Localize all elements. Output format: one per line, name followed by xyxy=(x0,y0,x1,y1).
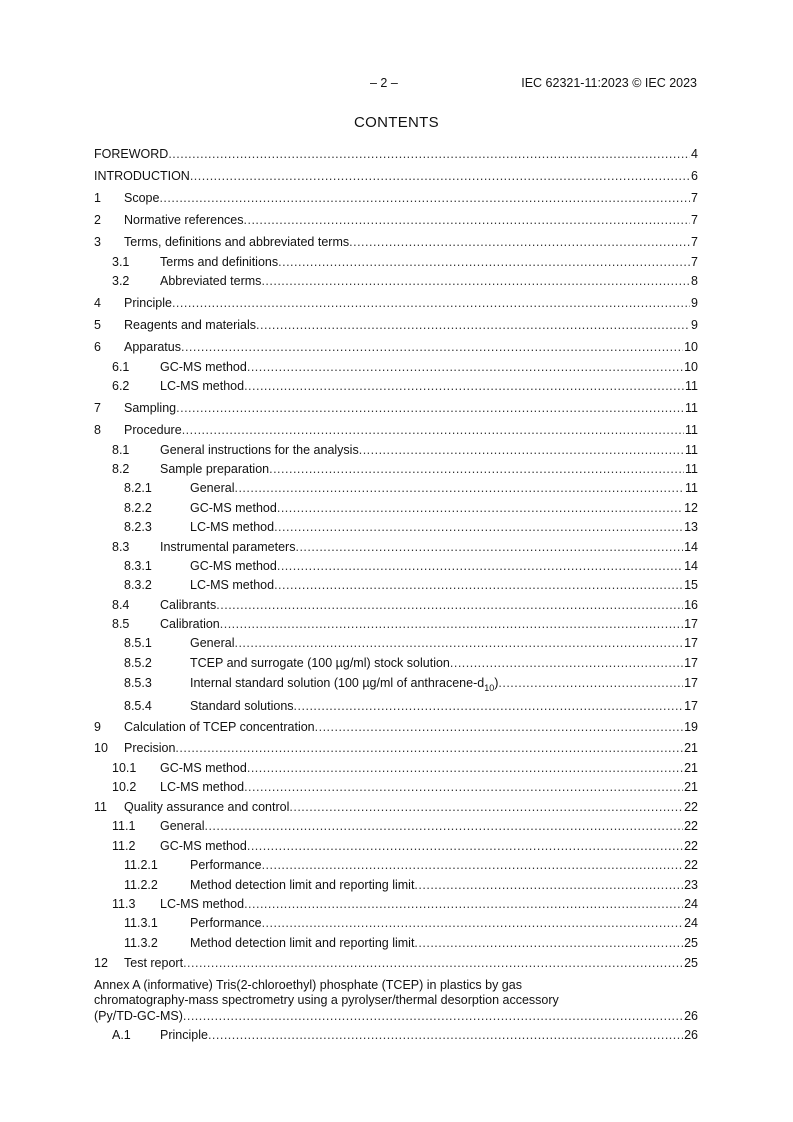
toc-entry-number: 6 xyxy=(94,339,101,354)
leader-dots xyxy=(172,292,690,314)
toc-entry-number: 8.2.1 xyxy=(124,481,152,496)
leader-dots xyxy=(234,634,683,653)
toc-entry-tcep-stock-solution[interactable] xyxy=(94,654,698,673)
toc-entry-number: 11.2.1 xyxy=(124,858,158,873)
toc-entry-page: 19 xyxy=(684,719,698,734)
toc-entry-page: 17 xyxy=(684,676,698,691)
toc-entry-title: Calibration xyxy=(160,617,220,632)
leader-dots xyxy=(168,143,690,165)
toc-entry-qa-general[interactable] xyxy=(94,817,698,836)
toc-entry-number: 6.2 xyxy=(112,379,130,394)
toc-entry-number: 8.5 xyxy=(112,617,130,632)
toc-entry-title: Calibrants xyxy=(160,597,217,612)
toc-entry-sample-prep-lc-ms[interactable] xyxy=(94,518,698,537)
toc-entry-precision[interactable] xyxy=(94,737,698,759)
toc-entry-qa-lc-ms-detection-limit[interactable] xyxy=(94,934,698,953)
toc-entry-general-instructions[interactable] xyxy=(94,441,698,460)
toc-entry-title: Procedure xyxy=(124,422,182,437)
toc-entry-page: 17 xyxy=(684,655,698,670)
toc-entry-number: 1 xyxy=(94,191,101,205)
leader-dots xyxy=(176,397,684,419)
toc-entry-page: 7 xyxy=(691,255,698,269)
leader-dots xyxy=(274,518,683,537)
toc-entry-number: 8.4 xyxy=(112,597,130,612)
leader-dots xyxy=(359,441,684,460)
leader-dots xyxy=(261,272,690,291)
toc-entry-number: 8.3.2 xyxy=(124,578,152,593)
toc-entry-quality-assurance[interactable] xyxy=(94,797,698,817)
toc-entry-title: GC-MS method xyxy=(190,500,277,515)
toc-entry-qa-lc-ms-performance[interactable] xyxy=(94,914,698,933)
page-number: – 2 – xyxy=(370,76,398,90)
toc-entry-number: 10.1 xyxy=(112,760,137,775)
leader-dots xyxy=(315,717,683,737)
toc-entry-number: 8.2.2 xyxy=(124,500,152,515)
leader-dots xyxy=(244,377,684,396)
toc-entry-procedure[interactable] xyxy=(94,419,698,441)
leader-dots xyxy=(181,336,683,358)
toc-entry-page: 7 xyxy=(691,235,698,249)
toc-entry-number: 8.5.4 xyxy=(124,699,152,714)
toc-entry-page: 22 xyxy=(684,819,698,834)
leader-dots xyxy=(277,499,683,518)
toc-entry-title: General xyxy=(190,636,235,651)
toc-entry-reagents[interactable] xyxy=(94,314,698,336)
toc-entry-title: Quality assurance and control xyxy=(124,800,290,815)
standard-identifier: IEC 62321-11:2023 © IEC 2023 xyxy=(521,76,697,90)
toc-entry-number: 4 xyxy=(94,295,101,310)
toc-entry-title: TCEP and surrogate (100 µg/ml) stock solution xyxy=(190,655,450,670)
toc-entry-title: Calculation of TCEP concentration xyxy=(124,719,315,734)
toc-entry-introduction[interactable] xyxy=(94,165,698,187)
annex-title-last-line xyxy=(94,1008,698,1024)
toc-entry-page: 6 xyxy=(691,169,698,183)
toc-entry-page: 24 xyxy=(684,896,698,911)
toc-entry-title: Abbreviated terms xyxy=(160,274,262,289)
toc-entry-page: 25 xyxy=(684,935,698,950)
toc-entry-page: 22 xyxy=(684,858,698,873)
leader-dots xyxy=(289,797,683,817)
toc-entry-page: 17 xyxy=(684,636,698,651)
annex-title-line-2: chromatography-mass spectrometry using a pyrolyser/thermal desorption accessory xyxy=(94,993,559,1008)
toc-entry-sample-preparation[interactable] xyxy=(94,460,698,479)
leader-dots xyxy=(159,187,690,209)
toc-entry-sample-prep-general[interactable] xyxy=(94,479,698,498)
leader-dots xyxy=(256,314,690,336)
toc-entry-number: 7 xyxy=(94,400,101,415)
leader-dots xyxy=(247,837,683,856)
toc-entry-title: General instructions for the analysis xyxy=(160,442,359,457)
leader-dots xyxy=(277,557,683,576)
toc-entry-title: LC-MS method xyxy=(160,780,245,795)
toc-entry-page: 7 xyxy=(691,213,698,227)
leader-dots xyxy=(244,209,691,231)
toc-entry-qa-gc-ms-performance[interactable] xyxy=(94,856,698,875)
toc-entry-title: FOREWORD xyxy=(94,147,169,161)
leader-dots xyxy=(183,1008,683,1024)
toc-entry-foreword[interactable] xyxy=(94,143,698,165)
toc-entry-title: Sample preparation xyxy=(160,461,270,476)
toc-entry-page: 11 xyxy=(685,379,698,394)
toc-entry-number: 8.5.2 xyxy=(124,655,152,670)
toc-entry-sample-prep-gc-ms[interactable] xyxy=(94,499,698,518)
toc-entry-instrumental-parameters[interactable] xyxy=(94,538,698,557)
toc-entry-page: 14 xyxy=(684,558,698,573)
toc-entry-number: 11 xyxy=(94,800,107,815)
toc-entry-page: 26 xyxy=(684,1028,698,1043)
subscript: 10 xyxy=(484,683,495,694)
toc-entry-instrumental-gc-ms[interactable] xyxy=(94,557,698,576)
toc-entry-precision-gc-ms[interactable] xyxy=(94,759,698,778)
toc-entry-number: 11.2.2 xyxy=(124,877,158,892)
table-of-contents xyxy=(94,143,698,1046)
toc-entry-number: 11.3.2 xyxy=(124,935,158,950)
leader-dots xyxy=(278,253,690,272)
toc-entry-page: 25 xyxy=(684,956,698,971)
toc-entry-title: LC-MS method xyxy=(190,578,275,593)
toc-entry-number: 12 xyxy=(94,956,108,971)
toc-entry-page: 4 xyxy=(691,147,698,161)
annex-title-line-1: Annex A (informative) Tris(2-chloroethyl) phosphate (TCEP) in plastics by gas xyxy=(94,978,522,993)
toc-entry-title: General xyxy=(160,819,205,834)
toc-entry-page: 7 xyxy=(691,191,698,205)
toc-entry-page: 26 xyxy=(684,1009,698,1024)
toc-entry-number: 10 xyxy=(94,740,108,755)
toc-entry-calculation[interactable] xyxy=(94,717,698,737)
leader-dots xyxy=(208,1024,683,1046)
toc-entry-qa-gc-ms-detection-limit[interactable] xyxy=(94,876,698,895)
toc-entry-qa-gc-ms[interactable] xyxy=(94,837,698,856)
toc-entry-page: 11 xyxy=(685,461,698,476)
toc-entry-number: 8.3.1 xyxy=(124,558,152,573)
toc-entry-title: Principle xyxy=(160,1028,208,1043)
toc-entry-title: Method detection limit and reporting limit xyxy=(190,877,415,892)
toc-entry-apparatus[interactable] xyxy=(94,336,698,358)
toc-entry-instrumental-lc-ms[interactable] xyxy=(94,576,698,595)
toc-entry-page: 9 xyxy=(691,295,698,310)
leader-dots xyxy=(498,673,683,693)
toc-entry-title: Apparatus xyxy=(124,339,181,354)
toc-entry-page: 14 xyxy=(684,539,698,554)
toc-entry-title: Method detection limit and reporting limit xyxy=(190,935,415,950)
leader-dots xyxy=(244,778,683,797)
toc-entry-page: 24 xyxy=(684,916,698,931)
toc-entry-calibration[interactable] xyxy=(94,615,698,634)
toc-entry-page: 13 xyxy=(684,520,698,535)
toc-entry-page: 15 xyxy=(684,578,698,593)
toc-entry-page: 11 xyxy=(685,481,698,496)
toc-entry-abbreviated-terms[interactable] xyxy=(94,272,698,291)
leader-dots xyxy=(190,165,690,187)
toc-entry-number: 8.3 xyxy=(112,539,130,554)
leader-dots xyxy=(262,856,684,875)
leader-dots xyxy=(183,953,683,973)
toc-entry-test-report[interactable] xyxy=(94,953,698,973)
toc-entry-title: Instrumental parameters xyxy=(160,539,296,554)
toc-entry-title: Performance xyxy=(190,916,262,931)
toc-entry-calibration-general[interactable] xyxy=(94,634,698,653)
leader-dots xyxy=(204,817,683,836)
leader-dots xyxy=(414,876,683,895)
leader-dots xyxy=(247,759,683,778)
toc-entry-page: 8 xyxy=(691,274,698,289)
toc-entry-apparatus-lc-ms[interactable] xyxy=(94,377,698,396)
leader-dots xyxy=(294,697,684,716)
toc-entry-title: GC-MS method xyxy=(190,558,277,573)
toc-entry-number: 3 xyxy=(94,235,101,249)
toc-entry-sampling[interactable] xyxy=(94,397,698,419)
toc-entry-number: 10.2 xyxy=(112,780,137,795)
toc-entry-number: 8 xyxy=(94,422,101,437)
toc-entry-title: Principle xyxy=(124,295,172,310)
toc-entry-number: 8.2 xyxy=(112,461,130,476)
toc-entry-number: 9 xyxy=(94,719,101,734)
toc-entry-number: 3.1 xyxy=(112,255,130,269)
toc-entry-number: 8.5.3 xyxy=(124,676,152,691)
toc-entry-page: 17 xyxy=(684,617,698,632)
toc-entry-number: A.1 xyxy=(112,1028,131,1043)
toc-entry-title: Terms and definitions xyxy=(160,255,279,269)
leader-dots xyxy=(414,934,683,953)
leader-dots xyxy=(262,914,684,933)
toc-entry-number: 11.1 xyxy=(112,819,136,834)
toc-entry-apparatus-gc-ms[interactable] xyxy=(94,358,698,377)
toc-entry-page: 21 xyxy=(684,780,698,795)
toc-entry-page: 22 xyxy=(684,838,698,853)
toc-entry-page: 12 xyxy=(684,500,698,515)
toc-entry-page: 10 xyxy=(684,339,698,354)
toc-entry-title: Test report xyxy=(124,956,184,971)
toc-entry-title: Performance xyxy=(190,858,262,873)
leader-dots xyxy=(175,737,683,759)
leader-dots xyxy=(450,654,683,673)
toc-entry-title: Sampling xyxy=(124,400,177,415)
toc-entry-title: Terms, definitions and abbreviated terms xyxy=(124,235,350,249)
toc-entry-page: 10 xyxy=(684,359,698,374)
toc-entry-title: Standard solutions xyxy=(190,699,294,714)
toc-entry-title: LC-MS method xyxy=(160,896,245,911)
toc-entry-page: 17 xyxy=(684,699,698,714)
toc-entry-title: Reagents and materials xyxy=(124,317,257,332)
toc-entry-page: 11 xyxy=(685,442,698,457)
toc-entry-title: GC-MS method xyxy=(160,760,247,775)
leader-dots xyxy=(234,479,684,498)
toc-entry-page: 23 xyxy=(684,877,698,892)
toc-entry-number: 3.2 xyxy=(112,274,130,289)
toc-entry-title: INTRODUCTION xyxy=(94,169,190,183)
toc-entry-title: Precision xyxy=(124,740,176,755)
toc-entry-number: 11.2 xyxy=(112,838,136,853)
leader-dots xyxy=(182,419,684,441)
toc-entry-number: 11.3.1 xyxy=(124,916,158,931)
toc-entry-calibrants[interactable] xyxy=(94,596,698,615)
toc-entry-qa-lc-ms[interactable] xyxy=(94,895,698,914)
toc-entry-annex-a[interactable] xyxy=(94,978,698,1024)
toc-entry-title: LC-MS method xyxy=(190,520,275,535)
toc-entry-page: 11 xyxy=(685,400,698,415)
toc-entry-title: GC-MS method xyxy=(160,359,247,374)
toc-entry-title: Scope xyxy=(124,191,160,205)
leader-dots xyxy=(349,231,690,253)
toc-entry-number: 6.1 xyxy=(112,359,130,374)
toc-entry-page: 11 xyxy=(685,422,698,437)
toc-entry-page: 21 xyxy=(684,760,698,775)
leader-dots xyxy=(220,615,683,634)
leader-dots xyxy=(244,895,683,914)
toc-entry-number: 8.5.1 xyxy=(124,636,152,651)
toc-entry-number: 5 xyxy=(94,317,101,332)
toc-entry-title: LC-MS method xyxy=(160,379,245,394)
toc-entry-annex-principle[interactable] xyxy=(94,1024,698,1046)
toc-entry-number: 11.3 xyxy=(112,896,136,911)
toc-entry-number: 8.1 xyxy=(112,442,130,457)
toc-entry-title: GC-MS method xyxy=(160,838,247,853)
toc-entry-terms-and-definitions[interactable] xyxy=(94,253,698,272)
toc-entry-standard-solutions[interactable] xyxy=(94,697,698,716)
toc-entry-page: 21 xyxy=(684,740,698,755)
toc-entry-title: Internal standard solution (100 µg/ml of anthracene-$d_{10}$) xyxy=(190,676,499,694)
toc-entry-page: 9 xyxy=(691,317,698,332)
toc-entry-number: 8.2.3 xyxy=(124,520,152,535)
toc-entry-terms-definitions[interactable] xyxy=(94,231,698,253)
toc-entry-number: 2 xyxy=(94,213,101,227)
leader-dots xyxy=(269,460,684,479)
toc-entry-title: (Py/TD-GC-MS) xyxy=(94,1009,183,1024)
leader-dots xyxy=(247,358,683,377)
toc-entry-title: Normative references xyxy=(124,213,244,227)
leader-dots xyxy=(295,538,683,557)
toc-entry-title: General xyxy=(190,481,235,496)
toc-entry-precision-lc-ms[interactable] xyxy=(94,778,698,797)
toc-entry-page: 16 xyxy=(684,597,698,612)
toc-entry-scope[interactable] xyxy=(94,187,698,209)
toc-entry-internal-standard-solution[interactable] xyxy=(94,673,698,697)
page-header xyxy=(0,76,793,92)
leader-dots xyxy=(274,576,683,595)
toc-entry-normative-references[interactable] xyxy=(94,209,698,231)
toc-entry-principle[interactable] xyxy=(94,292,698,314)
contents-heading: CONTENTS xyxy=(354,114,439,131)
leader-dots xyxy=(216,596,683,615)
toc-entry-page: 22 xyxy=(684,800,698,815)
